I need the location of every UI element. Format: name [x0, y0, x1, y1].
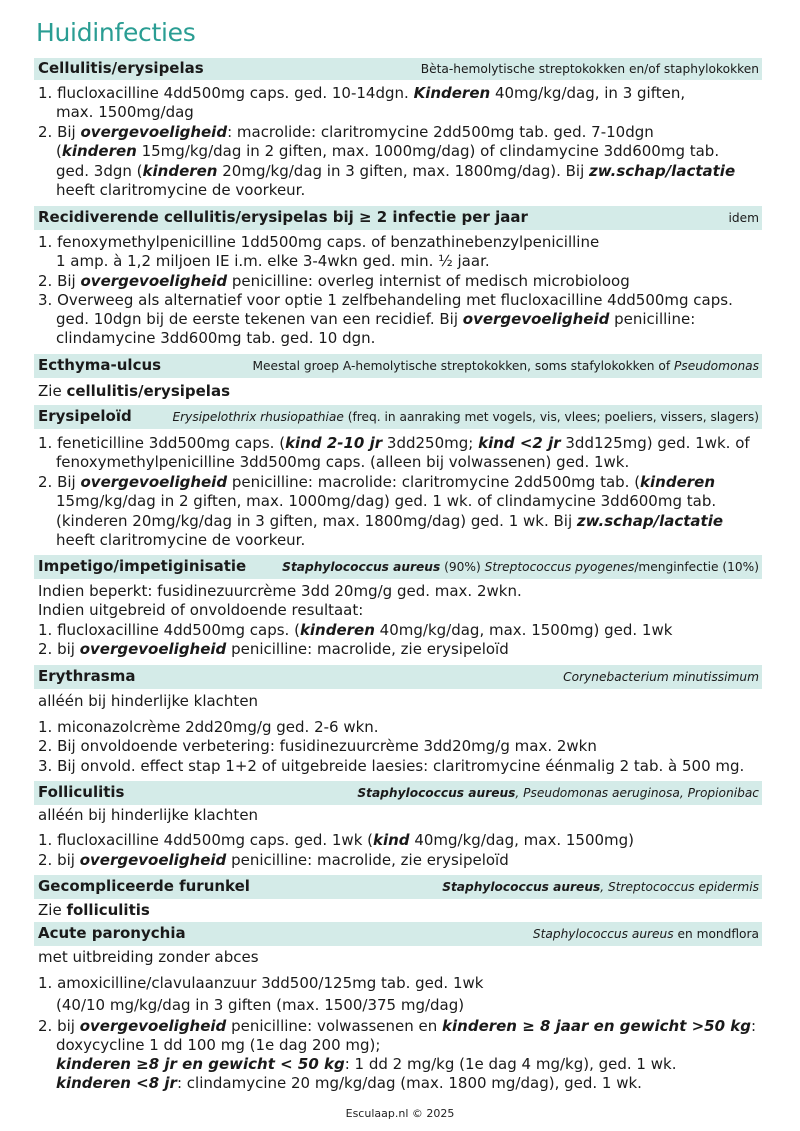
text-line: 1. feneticilline 3dd500mg caps. (kind 2-10 jr 3dd250mg; kind <2 jr 3dd125mg) ged. 1wk. of: [38, 434, 750, 452]
section-title: Erysipeloïd: [38, 407, 132, 425]
section-title: Impetigo/impetiginisatie: [38, 557, 247, 575]
text-line: (40/10 mg/kg/dag in 3 giften (max. 1500/375 mg/dag): [56, 996, 465, 1014]
text-line: 2. Bij overgevoeligheid: macrolide: claritromycine 2dd500mg tab. ged. 7-10dgn: [38, 123, 654, 141]
text-line: kinderen <8 jr: clindamycine 20 mg/kg/dag (max. 1800 mg/dag), ged. 1 wk.: [56, 1074, 642, 1092]
text-line: 2. bij overgevoeligheid penicilline: macrolide, zie erysipeloïd: [38, 640, 509, 658]
section-header-furunkel: [34, 875, 762, 899]
section-pathogen: Staphylococcus aureus (90%) Streptococcus pyogenes/menginfectie (10%): [282, 560, 759, 574]
text-line: 3. Overweeg als alternatief voor optie 1 zelfbehandeling met flucloxacilline 4dd500mg caps.: [38, 291, 733, 309]
text-line: heeft claritromycine de voorkeur.: [56, 531, 306, 549]
text-line: 1. fenoxymethylpenicilline 1dd500mg caps. of benzathinebenzylpenicilline: [38, 233, 600, 251]
section-title: Cellulitis/erysipelas: [38, 59, 204, 77]
section-title: Recidiverende cellulitis/erysipelas bij ≥ 2 infectie per jaar: [38, 208, 528, 226]
section-title: Ecthyma-ulcus: [38, 356, 162, 374]
section-pathogen: Staphylococcus aureus en mondflora: [532, 927, 759, 941]
section-title: Erythrasma: [38, 667, 136, 685]
section-pathogen: Erysipelothrix rhusiopathiae (freq. in aanraking met vogels, vis, vlees; poeliers, vissers, slagers): [172, 410, 759, 424]
text-line: Zie folliculitis: [38, 901, 150, 919]
text-line: 15mg/kg/dag in 2 giften, max. 1000mg/dag) ged. 1 wk. of clindamycine 3dd600mg tab.: [56, 492, 717, 510]
text-line: heeft claritromycine de voorkeur.: [56, 181, 306, 199]
section-pathogen: Staphylococcus aureus, Streptococcus epidermis: [442, 880, 759, 894]
section-header-cellulitis: [34, 58, 762, 80]
text-line: (kinderen 20mg/kg/dag in 3 giften, max. 1800mg/dag) ged. 1 wk. Bij zw.schap/lactatie: [56, 512, 724, 530]
text-line: ged. 10dgn bij de eerste tekenen van een recidief. Bij overgevoeligheid penicilline:: [56, 310, 696, 328]
section-header-erysipeloid: [34, 405, 762, 429]
text-line: kinderen ≥8 jr en gewicht < 50 kg: 1 dd 2 mg/kg (1e dag 4 mg/kg), ged. 1 wk.: [56, 1055, 677, 1073]
section-pathogen: Meestal groep A-hemolytische streptokokken, soms stafylokokken of Pseudomonas: [252, 359, 759, 373]
text-line: 1 amp. à 1,2 miljoen IE i.m. elke 3-4wkn ged. min. ½ jaar.: [56, 252, 490, 270]
text-line: ged. 3dgn (kinderen 20mg/kg/dag in 3 giften, max. 1800mg/dag). Bij zw.schap/lactatie: [56, 162, 736, 180]
section-pathogen: Bèta-hemolytische streptokokken en/of staphylokokken: [420, 62, 759, 76]
section-pathogen: Corynebacterium minutissimum: [563, 670, 759, 684]
text-line: 1. flucloxacilline 4dd500mg caps. ged. 10-14dgn. Kinderen 40mg/kg/dag, in 3 giften,: [38, 84, 686, 102]
text-line: Indien beperkt: fusidinezuurcrème 3dd 20mg/g ged. max. 2wkn.: [38, 582, 522, 600]
text-line: (kinderen 15mg/kg/dag in 2 giften, max. 1000mg/dag) of clindamycine 3dd600mg tab.: [56, 142, 720, 160]
text-line: 2. Bij overgevoeligheid penicilline: overleg internist of medisch microbioloog: [38, 272, 630, 290]
section-title: Gecompliceerde furunkel: [38, 877, 250, 895]
text-line: alléén bij hinderlijke klachten: [38, 692, 259, 710]
section-pathogen: idem: [728, 211, 759, 225]
text-line: max. 1500mg/dag: [56, 103, 194, 121]
section-title: Folliculitis: [38, 783, 125, 801]
text-line: doxycycline 1 dd 100 mg (1e dag 200 mg);: [56, 1036, 381, 1054]
text-line: 1. flucloxacilline 4dd500mg caps. (kinderen 40mg/kg/dag, max. 1500mg) ged. 1wk: [38, 621, 673, 639]
page-title: Huidinfecties: [36, 18, 196, 47]
section-pathogen: Staphylococcus aureus, Pseudomonas aeruginosa, Propionibac: [357, 786, 759, 800]
text-line: 3. Bij onvold. effect stap 1+2 of uitgebreide laesies: claritromycine éénmalig 2 tab. à 500 mg.: [38, 757, 745, 775]
footer-copyright: Esculaap.nl © 2025: [345, 1107, 455, 1120]
text-line: 1. miconazolcrème 2dd20mg/g ged. 2-6 wkn.: [38, 718, 379, 736]
text-line: 1. amoxicilline/clavulaanzuur 3dd500/125mg tab. ged. 1wk: [38, 974, 484, 992]
section-title: Acute paronychia: [38, 924, 186, 942]
text-line: 2. bij overgevoeligheid penicilline: macrolide, zie erysipeloïd: [38, 851, 509, 869]
section-header-impetigo: [34, 555, 762, 579]
section-header-paronychia: [34, 922, 762, 946]
section-header-folliculitis: [34, 781, 762, 805]
section-header-ecthyma: [34, 354, 762, 378]
text-line: clindamycine 3dd600mg tab. ged. 10 dgn.: [56, 329, 376, 347]
text-line: met uitbreiding zonder abces: [38, 948, 259, 966]
section-header-erythrasma: [34, 665, 762, 689]
text-line: Indien uitgebreid of onvoldoende resultaat:: [38, 601, 364, 619]
section-header-recidiverende: [34, 206, 762, 230]
text-line: alléén bij hinderlijke klachten: [38, 806, 259, 824]
text-line: 1. flucloxacilline 4dd500mg caps. ged. 1wk (kind 40mg/kg/dag, max. 1500mg): [38, 831, 635, 849]
text-line: Zie cellulitis/erysipelas: [38, 382, 231, 400]
text-line: fenoxymethylpenicilline 3dd500mg caps. (alleen bij volwassenen) ged. 1wk.: [56, 453, 630, 471]
text-line: 2. Bij onvoldoende verbetering: fusidinezuurcrème 3dd20mg/g max. 2wkn: [38, 737, 597, 755]
text-line: 2. Bij overgevoeligheid penicilline: macrolide: claritromycine 2dd500mg tab. (kinderen: [38, 473, 716, 491]
text-line: 2. bij overgevoeligheid penicilline: volwassenen en kinderen ≥ 8 jaar en gewicht >50 kg:: [38, 1017, 757, 1035]
